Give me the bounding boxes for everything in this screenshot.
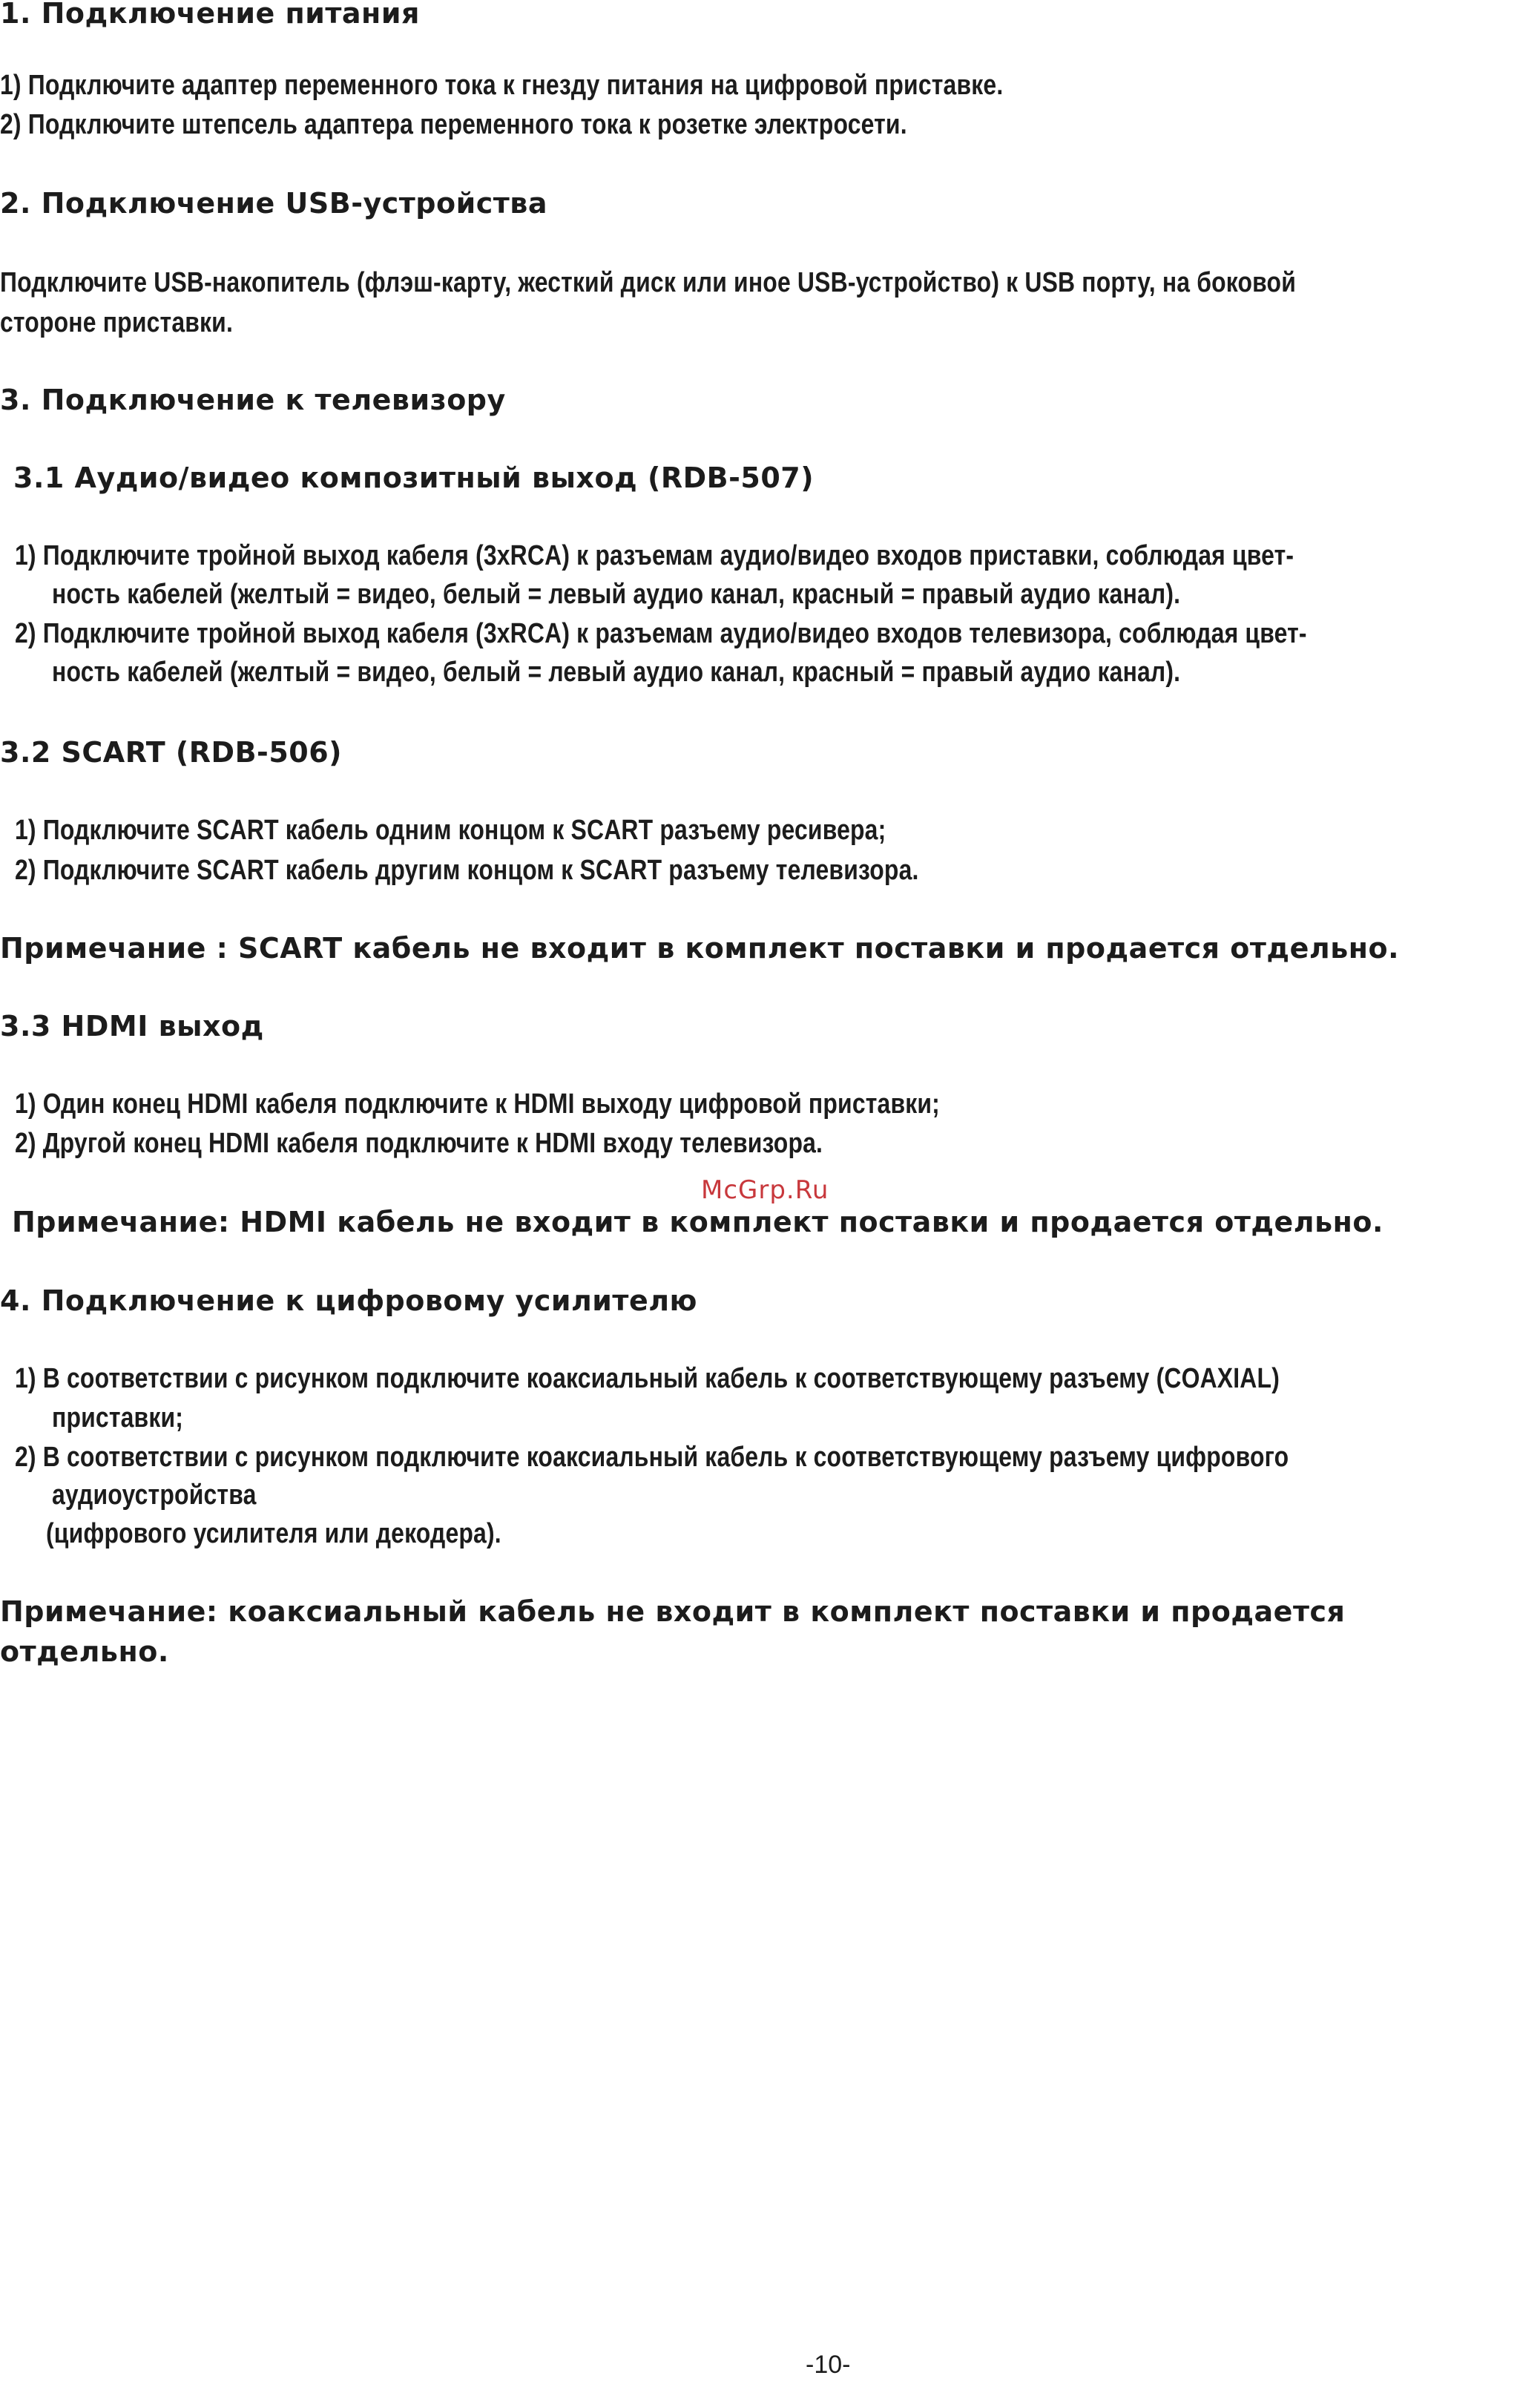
section-4-line-4: аудиоустройства <box>52 1480 257 1511</box>
section-3-1-title: 3.1 Аудио/видео композитный выход (RDB-507) <box>13 462 815 494</box>
section-4-line-5: (цифрового усилителя или декодера). <box>46 1518 501 1549</box>
section-4-title: 4. Подключение к цифровому усилителю <box>0 1284 698 1317</box>
section-3-2-title: 3.2 SCART (RDB-506) <box>0 736 343 769</box>
section-3-3-line-2: 2) Другой конец HDMI кабеля подключите к HDMI входу телевизора. <box>15 1128 823 1159</box>
section-3-3-note: Примечание: HDMI кабель не входит в комплект поставки и продается отдельно. <box>12 1206 1383 1238</box>
section-3-2-note: Примечание : SCART кабель не входит в комплект поставки и продается отдельно. <box>0 932 1400 965</box>
section-1-line-1: 1) Подключите адаптер переменного тока к гнезду питания на цифровой приставке. <box>0 70 1004 101</box>
section-3-1-line-1: 1) Подключите тройной выход кабеля (3xRCA) к разъемам аудио/видео входов приставки, соблюдая цвет- <box>15 540 1294 571</box>
section-4-note-line-1: Примечание: коаксиальный кабель не входит в комплект поставки и продается <box>0 1595 1346 1628</box>
page-number: -10- <box>806 2351 851 2379</box>
section-4-line-3: 2) В соответствии с рисунком подключите коаксиальный кабель к соответствующему разъему цифрового <box>15 1442 1289 1473</box>
section-3-1-line-2: ность кабелей (желтый = видео, белый = левый аудио канал, красный = правый аудио канал). <box>52 579 1181 610</box>
section-3-title: 3. Подключение к телевизору <box>0 384 506 416</box>
section-4-note-line-2: отдельно. <box>0 1635 169 1668</box>
section-3-3-line-1: 1) Один конец HDMI кабеля подключите к HDMI выходу цифровой приставки; <box>15 1088 940 1120</box>
watermark: McGrp.Ru <box>701 1175 829 1205</box>
section-3-2-line-2: 2) Подключите SCART кабель другим концом к SCART разъему телевизора. <box>15 855 919 886</box>
section-4-line-1: 1) В соответствии с рисунком подключите коаксиальный кабель к соответствующему разъему (COAXIAL) <box>15 1363 1280 1394</box>
section-2-line-1: Подключите USB-накопитель (флэш-карту, жесткий диск или иное USB-устройство) к USB порту, на боковой <box>0 267 1297 298</box>
section-3-3-title: 3.3 HDMI выход <box>0 1010 264 1042</box>
section-1-title: 1. Подключение питания <box>0 0 420 30</box>
section-2-line-2: стороне приставки. <box>0 307 234 338</box>
section-3-2-line-1: 1) Подключите SCART кабель одним концом к SCART разъему ресивера; <box>15 815 886 846</box>
section-3-1-line-3: 2) Подключите тройной выход кабеля (3xRCA) к разъемам аудио/видео входов телевизора, соблюдая цвет- <box>15 618 1307 649</box>
section-4-line-2: приставки; <box>52 1402 184 1434</box>
section-3-1-line-4: ность кабелей (желтый = видео, белый = левый аудио канал, красный = правый аудио канал). <box>52 657 1181 688</box>
section-1-line-2: 2) Подключите штепсель адаптера переменного тока к розетке электросети. <box>0 109 907 140</box>
section-2-title: 2. Подключение USB-устройства <box>0 187 547 220</box>
